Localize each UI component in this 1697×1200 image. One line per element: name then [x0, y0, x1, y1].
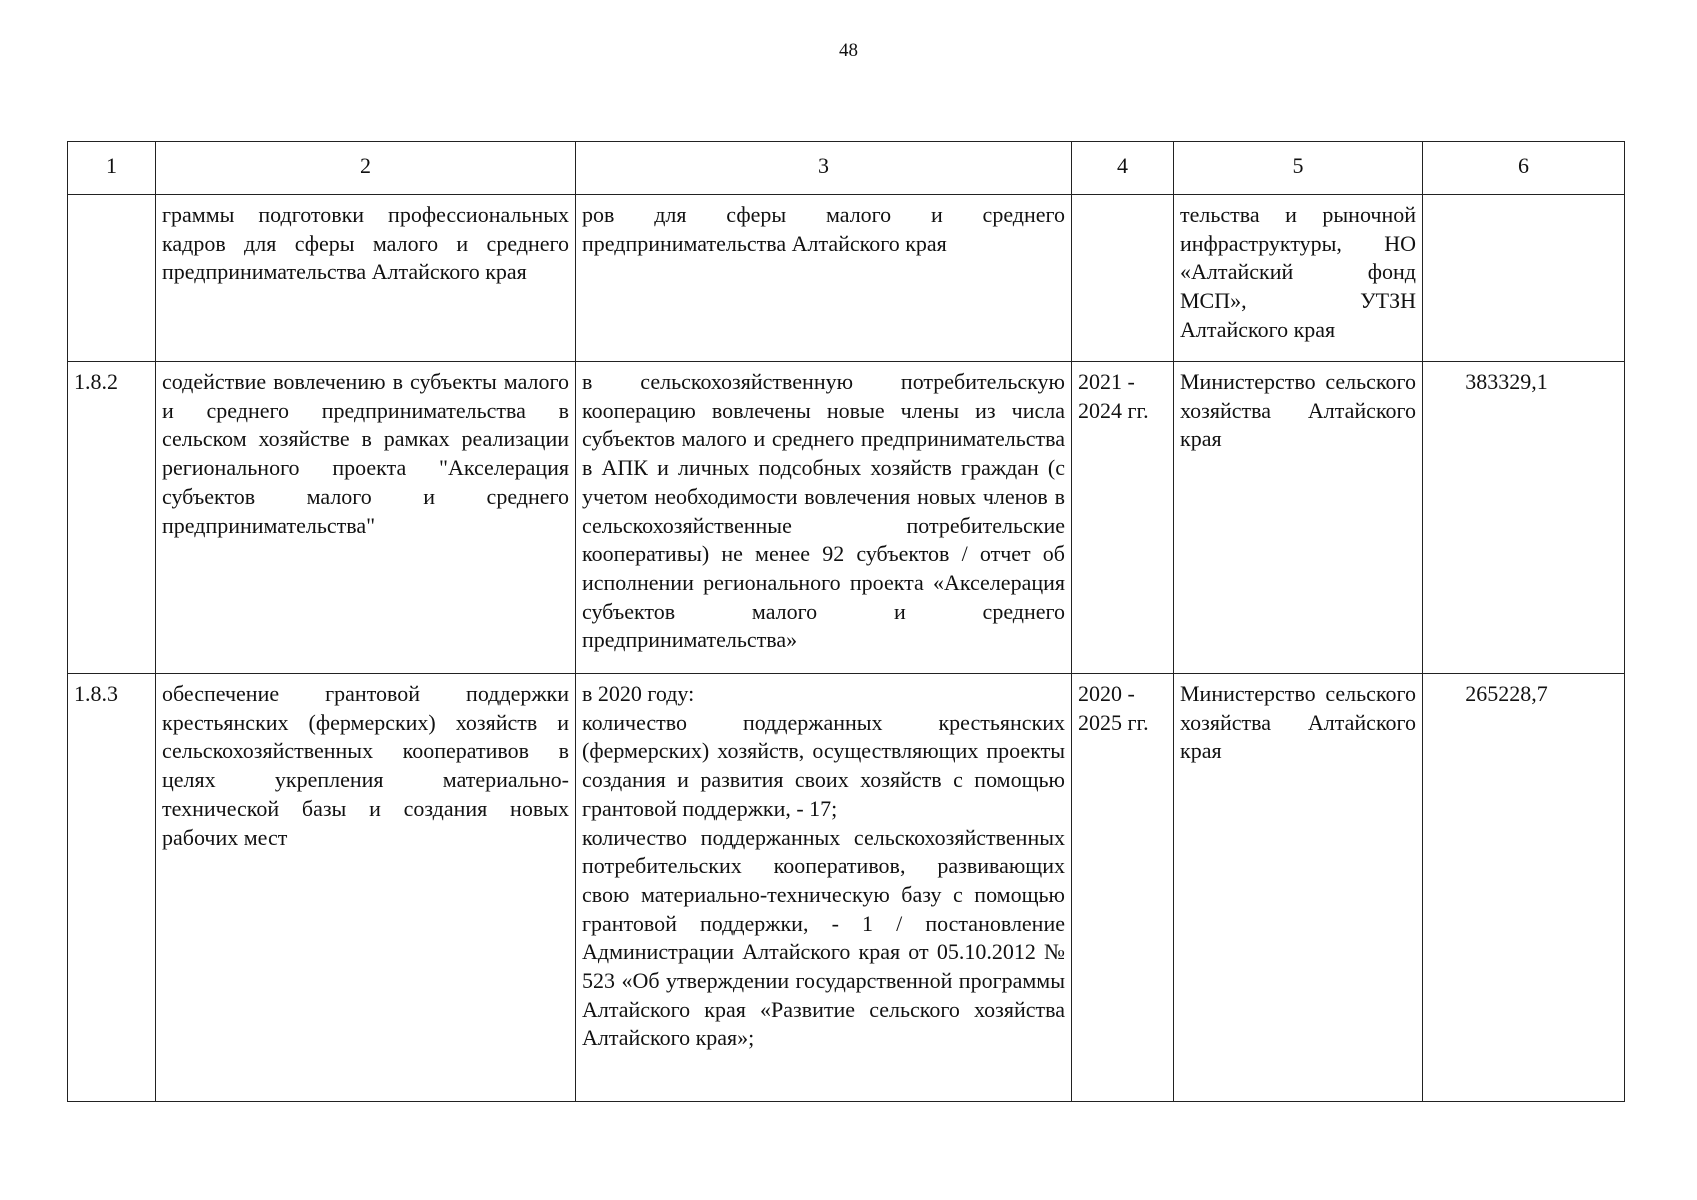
- result-cell: [576, 674, 1072, 1102]
- period-cell: [1072, 195, 1174, 362]
- column-header-4: 4: [1072, 142, 1174, 195]
- result-cell: [576, 362, 1072, 674]
- amount-cell: [1423, 195, 1625, 362]
- column-header-5: 5: [1174, 142, 1423, 195]
- result-paragraph: в 2020 году:: [582, 681, 695, 706]
- result-paragraph: количество поддержанных крестьянских (фермерских) хозяйств, осуществляющих проекты создания и развития своих хозяйств с помощью грантовой поддержки, - 17;: [582, 709, 1065, 821]
- row-number: [68, 195, 156, 362]
- table-row: [68, 195, 1625, 362]
- amount-cell: 383329,1: [1423, 362, 1625, 674]
- amount-cell: 265228,7: [1423, 674, 1625, 1102]
- table-row: [68, 674, 1625, 1102]
- result-paragraph: количество поддержанных сельскохозяйственных потребительских кооперативов, развивающих свою материально-техническую базу с помощью грантовой поддержки, - 1 / постановление Администрации Алтайского края от 05.10.2012 № 523 «Об утверждении государственной программы Алтайского края «Развитие сельского хозяйства Алтайского края»;: [582, 824, 1065, 1051]
- result-paragraph: ров для сферы малого и среднего предпринимательства Алтайского края: [582, 202, 1065, 256]
- measures-table: [67, 141, 1625, 1102]
- column-header-2: 2: [156, 142, 576, 195]
- measure-cell: граммы подготовки профессиональных кадров для сферы малого и среднего предпринимательства Алтайского края: [156, 195, 576, 362]
- result-cell: [576, 195, 1072, 362]
- measure-cell: обеспечение грантовой поддержки крестьянских (фермерских) хозяйств и сельскохозяйственных кооперативов в целях укрепления материально-технической базы и создания новых рабочих мест: [156, 674, 576, 1102]
- executor-cell: Министерство сельского хозяйства Алтайского края: [1174, 674, 1423, 1102]
- page-number: 48: [839, 40, 858, 61]
- column-header-6: 6: [1423, 142, 1625, 195]
- executor-cell: Министерство сельского хозяйства Алтайского края: [1174, 362, 1423, 674]
- table-row: [68, 362, 1625, 674]
- row-number: 1.8.3: [68, 674, 156, 1102]
- result-paragraph: в сельскохозяйственную потребительскую кооперацию вовлечены новые члены из числа субъектов малого и среднего предпринимательства в АПК и личных подсобных хозяйств граждан (с учетом необходимости вовлечения новых членов в сельскохозяйственные потребительские кооперативы) не менее 92 субъектов / отчет об исполнении регионального проекта «Акселерация субъектов малого и среднего предпринимательства»: [582, 369, 1065, 653]
- period-cell: 2020 - 2025 гг.: [1072, 674, 1174, 1102]
- measure-cell: содействие вовлечению в субъекты малого и среднего предпринимательства в сельском хозяйстве в рамках реализации регионального проекта "Акселерация субъектов малого и среднего предпринимательства": [156, 362, 576, 674]
- period-cell: 2021 - 2024 гг.: [1072, 362, 1174, 674]
- column-header-1: 1: [68, 142, 156, 195]
- table-header-row: [68, 142, 1625, 195]
- row-number: 1.8.2: [68, 362, 156, 674]
- column-header-3: 3: [576, 142, 1072, 195]
- executor-cell: тельства и рыночной инфраструктуры, НО «Алтайский фонд МСП», УТЗН Алтайского края: [1174, 195, 1423, 362]
